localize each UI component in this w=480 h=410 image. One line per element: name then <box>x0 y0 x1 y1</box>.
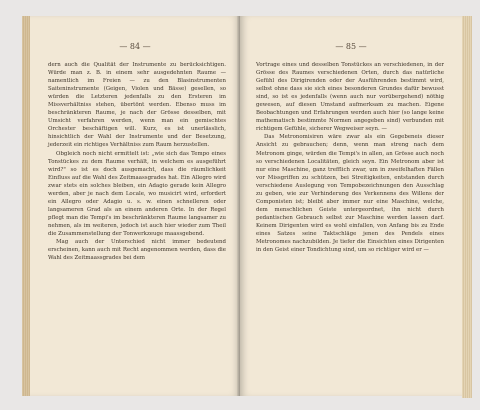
left-page <box>30 16 240 396</box>
left-paragraph-3: Mag auch der Unterschied nicht immer bedeutend erscheinen, kann auch mit Recht angenommen werden, dass die Wahl des Zeitmaassgrades bei dem <box>48 239 226 262</box>
page-edges-right <box>462 16 472 398</box>
right-page <box>240 16 462 396</box>
left-paragraph-2: Obgleich noch nicht ermittelt ist: „wie sich das Tempo eines Tonstückes zu dem Raume verhält, in welchem es ausgeführt wird?" so ist es doch ausgemacht, dass die räumlichkeit Einfluss auf die Wahl des Zeitmaassgrades hat. Ein Allegro wird zwar stets ein solches bleiben, ein Adagio gerade kein Allegro werden, aber je nach dem Locale, wo musicirt wird, erfordert ein Allegro oder Adagio u. s. w. einen schnelleren oder langsameren Grad als an einem anderen Orte. In der Regel pflegt man die Tempi's im beschränkteren Raume langsamer zu nehmen, als im weiteren, jedoch ist auch hier wieder zum Theil die Zusammenstellung der Tonwerkzeuge maassgebend. <box>48 150 226 237</box>
page-edges-left <box>22 16 30 396</box>
right-paragraph-1: Vortrage eines und desselben Tonstückes an verschiedenen, in der Grösse des Raumes verschiedenen Orten, durch das natürliche Gefühl des Dirigirenden oder der Ausführenden bestimmt wird, selbst ohne dass sie sich eines besonderen Grundes dafür bewusst sind, so ist es jedenfalls (wenn auch nur vorübergehend) nöthig gewesen, auf diesen Umstand aufmerksam zu machen. Eigene Beobachtungen und Erfahrungen werden auch hier (so lange keine mathematisch bestimmte Normen angegeben sind) verbunden mit richtigem Gefühle, sicherer Wegweiser seyn. — <box>256 62 444 133</box>
left-paragraph-1: dern auch die Qualität der Instrumente zu berücksichtigen. Würde man z. B. in einem sehr ausgedehnten Raume — namentlich im Freien — zu den Blasinstrumenten Saiteninstrumente (Geigen, Violen und Bässe) gesellen, so würden die Letzteren jedenfalls zu den Ersteren im Missverhältniss stehen, übertönt werden. Ebenso muss im beschränkteren Raume, je nach der Grösse desselben, mit Umsicht verfahren werden, wenn man ein gemischtes Orchester beschäftigen will. Kurz, es ist unerlässlich, hinsichtlich der Wahl der Instrumente und der Besetzung, jederzeit ein richtiges Verhältniss zum Raum herzustellen. <box>48 62 226 149</box>
left-page-text <box>48 61 226 262</box>
right-page-text <box>256 61 444 254</box>
right-page-number: — 85 — <box>335 42 367 51</box>
right-paragraph-2: Das Metronomisiren wäre zwar als ein Gegebeneis dieser Ansicht zu gebrauchen; denn, wenn man streng nach dem Metronom ginge, würden die Tempi's in allen, an Grösse auch noch so verschiedenen Localitäten, gleich seyn. Ein Metronom aber ist nur eine Maschine, ganz trefflich zwar, um in zweifelhaften Fällen vor Missgriffen zu schützen, bei Streitigkeiten, entstanden durch verschiedene Auslegung von Tempobezeichnungen den Ausschlag zu geben, wie zur Verhinderung des Verkennens des Willens der Componisten ist; bleibt aber immer nur eine Maschine, welche, dem menschlichen Geiste untergeordnet, ihn nicht durch pedantischen Gebrauch selbst zur Maschine werden lassen darf. Keinem Dirigenten wird es wohl einfallen, von Anfang bis zu Ende eines Satzes seine Taktschläge jenen des Pendels eines Metronomes nachzubilden. Je tiefer die Einsichten eines Dirigenten in den Geist einer Tondichtung sind, um so richtiger wird er — <box>256 134 444 254</box>
left-page-number: — 84 — <box>119 42 151 51</box>
